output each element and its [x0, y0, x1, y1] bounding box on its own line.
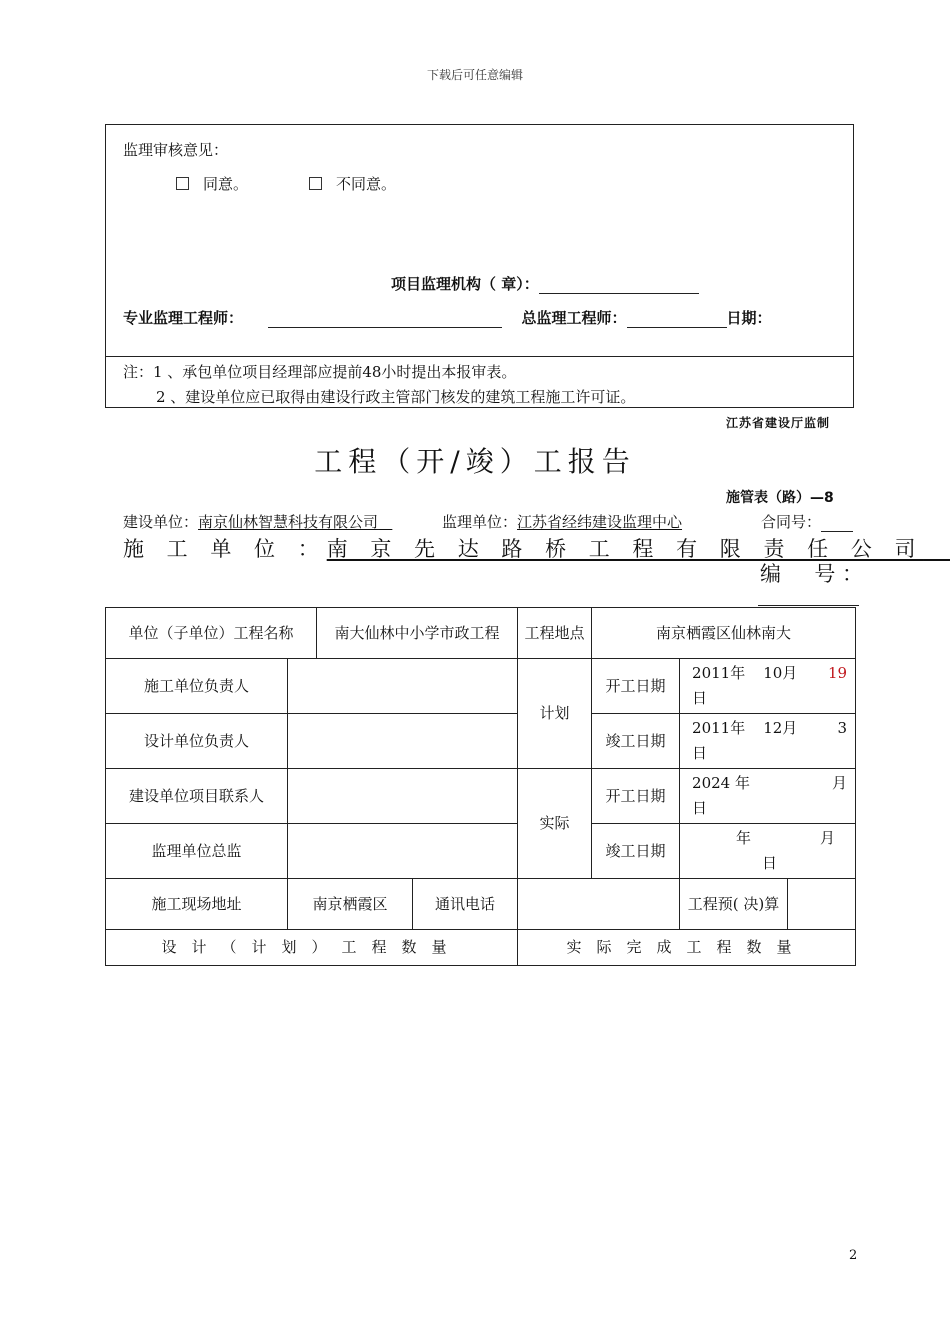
- org-seal-line: 项目监理机构（ 章）：: [391, 273, 699, 294]
- serial-label: 编 号 ：: [760, 562, 864, 586]
- download-note: 下载后可任意编辑: [426, 68, 523, 82]
- owner-info: 建设单位：南京仙林智慧科技有限公司: [123, 513, 379, 531]
- design-quantity-header: 设计（计划）工程数量: [106, 930, 518, 966]
- actual-finish-date[interactable]: 年 月 日: [680, 824, 856, 879]
- page-number: 2: [849, 1248, 858, 1263]
- agree-option[interactable]: 同意。: [176, 173, 248, 194]
- plan-start-label: 开工日期: [592, 659, 680, 714]
- budget-field[interactable]: [788, 879, 856, 930]
- contract-field[interactable]: [821, 515, 853, 532]
- actual-start-date[interactable]: 2024 年 月 日: [680, 769, 856, 824]
- actual-start-label: 开工日期: [592, 769, 680, 824]
- phone-field[interactable]: [518, 879, 680, 930]
- supervisor-name: 江苏省经纬建设监理中心: [517, 513, 683, 531]
- plan-start-date: 2011年 10月 19 日: [680, 659, 856, 714]
- review-box: [105, 124, 854, 408]
- builder-lead-label: 施工单位负责人: [106, 659, 288, 714]
- budget-label: 工程预( 决)算: [680, 879, 788, 930]
- review-title: 监理审核意见：: [123, 141, 229, 159]
- owner-contact-field[interactable]: [288, 769, 518, 824]
- disagree-checkbox[interactable]: [309, 177, 322, 190]
- serial-field[interactable]: [758, 605, 859, 606]
- chief-sign-field[interactable]: [627, 311, 727, 328]
- plan-finish-date: 2011年 12月 3 日: [680, 714, 856, 769]
- actual-label: 实际: [518, 769, 592, 879]
- actual-finish-label: 竣工日期: [592, 824, 680, 879]
- page-title: 工程（开/竣）工报告: [314, 445, 636, 478]
- specialist-sign-field[interactable]: [268, 311, 502, 328]
- location: 南京栖霞区仙林南大: [592, 608, 856, 659]
- plan-finish-label: 竣工日期: [592, 714, 680, 769]
- owner-contact-label: 建设单位项目联系人: [106, 769, 288, 824]
- builder-name: 南 京 先 达 路 桥 工 程 有 限 责 任 公 司: [326, 537, 924, 561]
- chief-supervisor-field[interactable]: [288, 824, 518, 879]
- designer-lead-field[interactable]: [288, 714, 518, 769]
- note-2: 2 、建设单位应已取得由建设行政主管部门核发的建筑工程施工许可证。: [156, 388, 636, 406]
- site-address-label: 施工现场地址: [106, 879, 288, 930]
- plan-label: 计划: [518, 659, 592, 769]
- builder-info: 施 工 单 位 ：南 京 先 达 路 桥 工 程 有 限 责 任 公 司: [123, 537, 924, 561]
- contract-info: 合同号：: [761, 511, 853, 532]
- builder-lead-field[interactable]: [288, 659, 518, 714]
- issuer: 江苏省建设厅监制: [726, 416, 831, 430]
- chief-supervisor-label: 监理单位总监: [106, 824, 288, 879]
- agree-checkbox[interactable]: [176, 177, 189, 190]
- phone-label: 通讯电话: [413, 879, 518, 930]
- disagree-option[interactable]: 不同意。: [309, 173, 396, 194]
- project-name-label: 单位（子单位）工程名称: [106, 608, 317, 659]
- owner-name: 南京仙林智慧科技有限公司: [198, 513, 379, 531]
- note-1: 注：1 、承包单位项目经理部应提前48小时提出本报审表。: [123, 363, 517, 381]
- site-address: 南京栖霞区: [288, 879, 413, 930]
- form-number: 施管表（路）—8: [726, 490, 834, 506]
- org-seal-field[interactable]: [539, 277, 699, 294]
- actual-quantity-header: 实际完成工程数量: [518, 930, 856, 966]
- signature-line: 专业监理工程师： 总监理工程师： 日期：: [123, 309, 772, 327]
- supervisor-info: 监理单位：江苏省经纬建设监理中心: [442, 513, 683, 531]
- designer-lead-label: 设计单位负责人: [106, 714, 288, 769]
- report-table: [105, 607, 856, 966]
- project-name: 南大仙林中小学市政工程: [317, 608, 518, 659]
- location-label: 工程地点: [518, 608, 592, 659]
